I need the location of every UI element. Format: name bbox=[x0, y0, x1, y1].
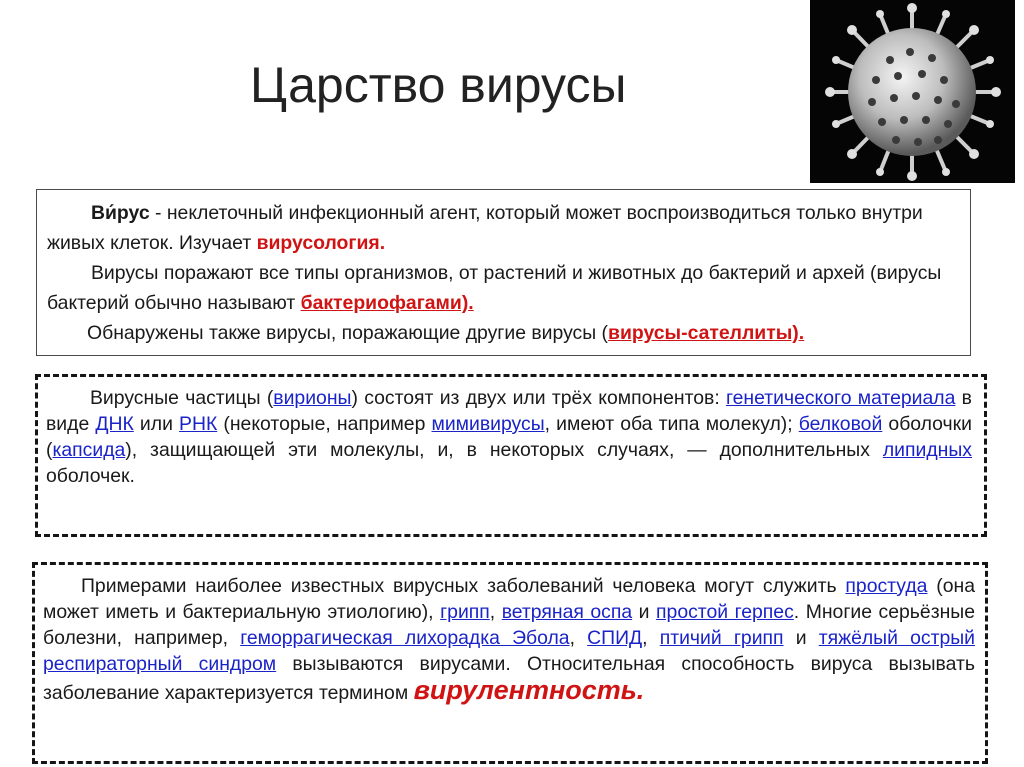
text-segment: и bbox=[632, 601, 657, 623]
link-capsid[interactable]: капсида bbox=[52, 439, 126, 461]
link-cold[interactable]: простуда bbox=[845, 575, 928, 597]
link-herpes[interactable]: простой герпес bbox=[656, 601, 794, 623]
text-segment: Вирусные частицы ( bbox=[90, 387, 274, 409]
text-segment: оболочек. bbox=[46, 465, 135, 487]
virus-icon bbox=[810, 0, 1015, 183]
text-segment: оболочки ( bbox=[46, 413, 972, 461]
text-segment: (она может иметь и бактериальную этиологию), bbox=[43, 575, 975, 623]
text-segment: Примерами наиболее известных вирусных заболеваний человека могут служить bbox=[81, 575, 846, 597]
link-sars[interactable]: тяжёлый острый респираторный синдром bbox=[43, 627, 976, 675]
text-segment: вызываются вирусами. Относительная способность вируса вызывать заболевание характеризуется термином bbox=[43, 653, 975, 704]
text-segment: (некоторые, например bbox=[217, 413, 432, 435]
satellites-text: Обнаружены также вирусы, поражающие другие вирусы ( bbox=[87, 322, 609, 344]
page-title: Царство вирусы bbox=[250, 57, 627, 113]
text-segment: ) состоят из двух или трёх компонентов: bbox=[351, 387, 726, 409]
link-bird-flu[interactable]: птичий грипп bbox=[659, 627, 784, 649]
virion-structure-box bbox=[35, 374, 987, 537]
term-virology: вирусология. bbox=[256, 232, 386, 254]
term-satellites: вирусы-сателлиты). bbox=[608, 322, 805, 344]
link-dna[interactable]: ДНК bbox=[95, 413, 134, 435]
hosts-paragraph bbox=[47, 258, 960, 318]
link-genetic-material[interactable]: генетического материала bbox=[725, 387, 956, 409]
satellites-paragraph bbox=[47, 318, 960, 348]
link-lipid[interactable]: липидных bbox=[882, 439, 972, 461]
link-virions[interactable]: вирионы bbox=[273, 387, 352, 409]
definition-paragraph bbox=[47, 198, 960, 258]
text-segment: и bbox=[783, 627, 819, 649]
virus-definition-box bbox=[36, 189, 971, 356]
term-virulence: вирулентность. bbox=[413, 675, 645, 705]
diseases-box bbox=[32, 562, 988, 764]
virion-paragraph bbox=[46, 385, 972, 489]
term-virus: Ви́рус bbox=[91, 202, 150, 224]
term-bacteriophages: бактериофагами). bbox=[300, 292, 474, 314]
text-segment: , bbox=[569, 627, 588, 649]
definition-text: - неклеточный инфекционный агент, который может воспроизводиться только внутри живых клеток. Изучает bbox=[47, 202, 923, 254]
link-ebola[interactable]: геморрагическая лихорадка Эбола bbox=[240, 627, 570, 649]
text-segment: или bbox=[133, 413, 180, 435]
text-segment: , bbox=[642, 627, 660, 649]
link-flu[interactable]: грипп bbox=[440, 601, 490, 623]
text-segment: . Многие серьёзные болезни, например, bbox=[43, 601, 976, 649]
link-rna[interactable]: РНК bbox=[179, 413, 218, 435]
text-segment: , bbox=[489, 601, 502, 623]
link-protein[interactable]: белковой bbox=[798, 413, 883, 435]
text-segment: ), защищающей эти молекулы, и, в некоторых случаях, — дополнительных bbox=[125, 439, 883, 461]
link-aids[interactable]: СПИД bbox=[587, 627, 643, 649]
text-segment: , имеют оба типа молекул); bbox=[544, 413, 799, 435]
text-segment: в виде bbox=[46, 387, 972, 435]
diseases-paragraph bbox=[43, 573, 975, 706]
virus-particle-image bbox=[810, 0, 1015, 183]
hosts-text: Вирусы поражают все типы организмов, от растений и животных до бактерий и архей (вирусы бактерий обычно называют bbox=[47, 262, 942, 314]
link-chickenpox[interactable]: ветряная оспа bbox=[501, 601, 633, 623]
link-mimivirus[interactable]: мимивирусы bbox=[431, 413, 545, 435]
